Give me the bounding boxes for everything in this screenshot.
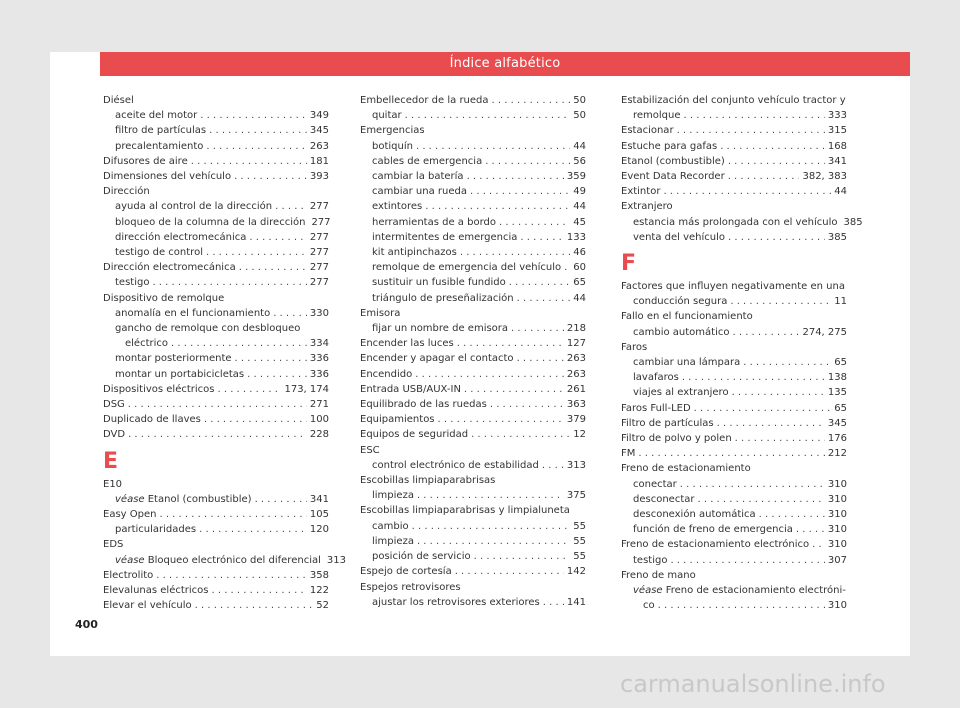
index-subentry: desconexión automática . . . 310	[621, 507, 847, 522]
index-subentry: cambiar una lámpara . . . 65	[621, 355, 847, 370]
index-column-3	[621, 93, 863, 614]
index-entry: Encender y apagar el contacto . . . 263	[360, 351, 586, 366]
index-subentry: anomalía en el funcionamiento . . . 330	[103, 306, 329, 321]
index-entry: Equipos de seguridad . . . 12	[360, 427, 586, 442]
index-entry: Difusores de aire . . . 181	[103, 154, 329, 169]
index-subentry: particularidades . . . 120	[103, 522, 329, 537]
index-subentry: conectar . . . 310	[621, 477, 847, 492]
index-entry: Filtro de partículas . . . 345	[621, 416, 847, 431]
index-entry: Freno de estacionamiento electrónico . . . 310	[621, 537, 847, 552]
index-subentry: viajes al extranjero . . . 135	[621, 385, 847, 400]
index-subentry: limpieza . . . 55	[360, 534, 586, 549]
index-subentry: remolque de emergencia del vehículo . . . 60	[360, 260, 586, 275]
index-entry: Event Data Recorder . . . 382, 383	[621, 169, 847, 184]
index-see-reference: véase Bloqueo electrónico del diferencial 313	[115, 554, 346, 566]
index-entry: Freno de estacionamiento	[621, 463, 751, 475]
index-subentry: montar posteriormente . . . 336	[103, 351, 329, 366]
index-subentry: fijar un nombre de emisora . . . 218	[360, 321, 586, 336]
index-subentry: triángulo de preseñalización . . . 44	[360, 291, 586, 306]
index-column-1	[103, 93, 346, 614]
index-subentry: intermitentes de emergencia . . . 133	[360, 230, 586, 245]
index-entry: Dispositivos eléctricos . . . 173, 174	[103, 382, 329, 397]
index-subentry: lavafaros . . . 138	[621, 370, 847, 385]
index-entry: Dispositivo de remolque	[103, 292, 225, 304]
index-subentry: desconectar . . . 310	[621, 492, 847, 507]
index-subentry: estancia más prolongada con el vehículo 385	[633, 216, 863, 228]
index-subentry: kit antipinchazos . . . 46	[360, 245, 586, 260]
index-entry: Equipamientos . . . 379	[360, 412, 586, 427]
index-entry: Filtro de polvo y polen . . . 176	[621, 431, 847, 446]
index-entry: Etanol (combustible) . . . 341	[621, 154, 847, 169]
index-subentry: control electrónico de estabilidad . . . 313	[360, 458, 586, 473]
index-subentry: cambiar una rueda . . . 49	[360, 184, 586, 199]
index-subentry: función de freno de emergencia . . . 310	[621, 522, 847, 537]
index-subentry: montar un portabicicletas . . . 336	[103, 367, 329, 382]
index-subentry: cambiar la batería . . . 359	[360, 169, 586, 184]
index-column-2	[360, 93, 586, 610]
index-see-reference: véase Etanol (combustible) . . . 341	[103, 492, 329, 507]
index-subentry: gancho de remolque con desbloqueo	[115, 323, 301, 335]
header-bar	[100, 52, 910, 76]
index-subentry: testigo . . . 277	[103, 275, 329, 290]
section-letter-e: E	[103, 448, 119, 474]
index-entry: Encender las luces . . . 127	[360, 336, 586, 351]
index-entry: Emisora	[360, 307, 401, 319]
index-subentry: extintores . . . 44	[360, 199, 586, 214]
index-subentry: limpieza . . . 375	[360, 488, 586, 503]
index-entry-continuation: conducción segura . . . 11	[621, 294, 847, 309]
section-letter-f: F	[621, 251, 637, 277]
index-subentry: posición de servicio . . . 55	[360, 549, 586, 564]
index-entry: Faros Full-LED . . . 65	[621, 401, 847, 416]
index-entry: Estuche para gafas . . . 168	[621, 139, 847, 154]
index-subentry: herramientas de a bordo . . . 45	[360, 215, 586, 230]
page-number: 400	[75, 618, 98, 631]
index-entry: Faros	[621, 341, 648, 353]
index-entry: FM . . . 212	[621, 446, 847, 461]
index-entry: Elevar el vehículo . . . 52	[103, 598, 329, 613]
index-entry: Estacionar . . . 315	[621, 123, 847, 138]
index-subentry: ajustar los retrovisores exteriores . . . 141	[360, 595, 586, 610]
index-subentry: dirección electromecánica . . . 277	[103, 230, 329, 245]
index-entry: Emergencias	[360, 125, 425, 137]
index-entry: Dirección electromecánica . . . 277	[103, 260, 329, 275]
index-entry: Espejos retrovisores	[360, 581, 461, 593]
page-title: Índice alfabético	[449, 56, 561, 71]
index-subentry: bloqueo de la columna de la dirección 277	[115, 216, 331, 228]
index-subentry: aceite del motor . . . 349	[103, 108, 329, 123]
index-see-reference-continuation: co . . . 310	[621, 598, 847, 613]
index-entry: Extranjero	[621, 201, 673, 213]
index-entry: Freno de mano	[621, 569, 696, 581]
index-entry: E10	[103, 478, 123, 490]
index-entry: Espejo de cortesía . . . 142	[360, 564, 586, 579]
index-subentry: filtro de partículas . . . 345	[103, 123, 329, 138]
index-subentry-continuation: eléctrico . . . 334	[103, 336, 329, 351]
index-page	[50, 52, 910, 656]
index-entry: Extintor . . . 44	[621, 184, 847, 199]
index-subentry: venta del vehículo . . . 385	[621, 230, 847, 245]
index-entry: Embellecedor de la rueda . . . 50	[360, 93, 586, 108]
index-entry: Escobillas limpiaparabrisas y limpialuneta	[360, 505, 570, 517]
index-subentry: cambio automático . . . 274, 275	[621, 325, 847, 340]
index-entry: Encendido . . . 263	[360, 367, 586, 382]
index-subentry: precalentamiento . . . 263	[103, 139, 329, 154]
index-entry: ESC	[360, 444, 380, 456]
index-entry: Dirección	[103, 186, 150, 198]
index-subentry: cambio . . . 55	[360, 519, 586, 534]
index-see-reference: véase Freno de estacionamiento electróni-	[633, 585, 846, 597]
index-entry: Diésel	[103, 95, 134, 106]
index-entry: Easy Open . . . 105	[103, 507, 329, 522]
index-entry: Escobillas limpiaparabrisas	[360, 475, 496, 487]
index-subentry: testigo . . . 307	[621, 553, 847, 568]
index-subentry: ayuda al control de la dirección . . . 277	[103, 199, 329, 214]
index-entry: Factores que influyen negativamente en una	[621, 281, 845, 293]
index-subentry: quitar . . . 50	[360, 108, 586, 123]
index-entry: Estabilización del conjunto vehículo tractor y	[621, 95, 846, 106]
index-entry: Entrada USB/AUX-IN . . . 261	[360, 382, 586, 397]
index-entry: DSG . . . 271	[103, 397, 329, 412]
index-subentry: cables de emergencia . . . 56	[360, 154, 586, 169]
index-subentry: sustituir un fusible fundido . . . 65	[360, 275, 586, 290]
index-subentry: botiquín . . . 44	[360, 139, 586, 154]
index-subentry: testigo de control . . . 277	[103, 245, 329, 260]
index-entry: Dimensiones del vehículo . . . 393	[103, 169, 329, 184]
index-entry: EDS	[103, 539, 124, 551]
index-entry: Duplicado de llaves . . . 100	[103, 412, 329, 427]
index-entry: DVD . . . 228	[103, 427, 329, 442]
index-entry: Equilibrado de las ruedas . . . 363	[360, 397, 586, 412]
index-entry: Electrolito . . . 358	[103, 568, 329, 583]
index-entry: Fallo en el funcionamiento	[621, 311, 753, 323]
index-entry-continuation: remolque . . . 333	[621, 108, 847, 123]
watermark: carmanualsonline.info	[620, 670, 886, 698]
index-entry: Elevalunas eléctricos . . . 122	[103, 583, 329, 598]
